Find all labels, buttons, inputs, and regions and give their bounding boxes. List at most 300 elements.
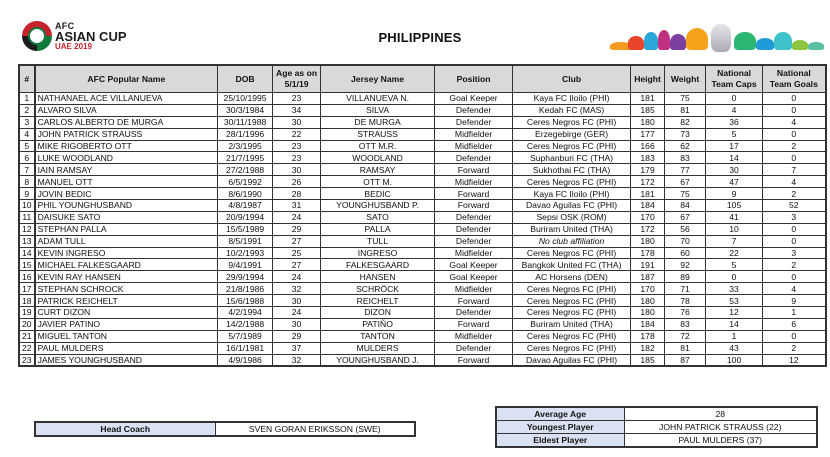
- player-caps: 9: [706, 188, 763, 200]
- player-name: MICHAEL FALKESGAARD: [35, 259, 218, 271]
- player-number: 16: [19, 271, 35, 283]
- player-caps: 5: [706, 128, 763, 140]
- player-number: 9: [19, 188, 35, 200]
- stat-value: 28: [624, 407, 817, 421]
- player-club: Buriram United (THA): [513, 318, 631, 330]
- player-number: 19: [19, 307, 35, 319]
- player-number: 11: [19, 211, 35, 223]
- player-age: 29: [273, 223, 321, 235]
- player-position: Forward: [435, 188, 513, 200]
- player-club: Sepsi OSK (ROM): [513, 211, 631, 223]
- player-age: 23: [273, 140, 321, 152]
- player-caps: 14: [706, 152, 763, 164]
- player-number: 1: [19, 93, 35, 105]
- player-age: 25: [273, 247, 321, 259]
- player-dob: 25/10/1995: [218, 93, 273, 105]
- player-jersey-name: BEDIC: [321, 188, 435, 200]
- player-age: 23: [273, 93, 321, 105]
- player-weight: 78: [665, 295, 706, 307]
- player-jersey-name: WOODLAND: [321, 152, 435, 164]
- table-row: [19, 116, 826, 128]
- table-row: [19, 318, 826, 330]
- player-age: 22: [273, 128, 321, 140]
- player-name: PATRICK REICHELT: [35, 295, 218, 307]
- player-caps: 33: [706, 283, 763, 295]
- player-club: Ceres Negros FC (PHI): [513, 176, 631, 188]
- head-coach-value: SVEN GORAN ERIKSSON (SWE): [215, 422, 415, 436]
- player-age: 27: [273, 259, 321, 271]
- table-row: [19, 330, 826, 342]
- player-goals: 7: [763, 164, 826, 176]
- table-row: [19, 342, 826, 354]
- stat-value: JOHN PATRICK STRAUSS (22): [624, 421, 817, 434]
- player-jersey-name: OTT M.: [321, 176, 435, 188]
- player-name: JOHN PATRICK STRAUSS: [35, 128, 218, 140]
- player-caps: 105: [706, 200, 763, 212]
- player-dob: 6/5/1992: [218, 176, 273, 188]
- player-caps: 30: [706, 164, 763, 176]
- player-number: 4: [19, 128, 35, 140]
- player-goals: 4: [763, 176, 826, 188]
- player-weight: 67: [665, 211, 706, 223]
- player-club: Ceres Negros FC (PHI): [513, 330, 631, 342]
- player-position: Defender: [435, 223, 513, 235]
- player-caps: 41: [706, 211, 763, 223]
- player-caps: 5: [706, 259, 763, 271]
- player-weight: 84: [665, 200, 706, 212]
- player-number: 18: [19, 295, 35, 307]
- player-jersey-name: PATIÑO: [321, 318, 435, 330]
- player-goals: 2: [763, 259, 826, 271]
- player-goals: 0: [763, 271, 826, 283]
- col-header-caps: National Team Caps: [706, 65, 763, 93]
- player-jersey-name: HANSEN: [321, 271, 435, 283]
- player-club: Kaya FC Iloilo (PHI): [513, 188, 631, 200]
- player-name: JAVIER PATINO: [35, 318, 218, 330]
- player-goals: 2: [763, 188, 826, 200]
- player-club: Buriram United (THA): [513, 223, 631, 235]
- player-dob: 16/1/1981: [218, 342, 273, 354]
- player-name: KEVIN RAY HANSEN: [35, 271, 218, 283]
- player-jersey-name: YOUNGHUSBAND P.: [321, 200, 435, 212]
- squad-stats-table: [495, 406, 818, 448]
- player-age: 24: [273, 271, 321, 283]
- player-name: DAISUKE SATO: [35, 211, 218, 223]
- table-row: [19, 176, 826, 188]
- player-name: JOVIN BEDIC: [35, 188, 218, 200]
- player-height: 178: [631, 247, 665, 259]
- player-position: Defender: [435, 116, 513, 128]
- head-coach-table: [34, 421, 416, 437]
- player-caps: 47: [706, 176, 763, 188]
- table-row: [19, 295, 826, 307]
- player-name: LUKE WOODLAND: [35, 152, 218, 164]
- player-age: 31: [273, 200, 321, 212]
- col-header-weight: Weight: [665, 65, 706, 93]
- player-club: Kaya FC Iloilo (PHI): [513, 93, 631, 105]
- player-position: Goal Keeper: [435, 271, 513, 283]
- stat-label: Eldest Player: [496, 434, 624, 448]
- player-weight: 83: [665, 152, 706, 164]
- player-position: Defender: [435, 152, 513, 164]
- player-position: Forward: [435, 318, 513, 330]
- player-caps: 100: [706, 354, 763, 366]
- player-weight: 87: [665, 354, 706, 366]
- player-caps: 17: [706, 140, 763, 152]
- player-jersey-name: INGRESO: [321, 247, 435, 259]
- player-dob: 4/2/1994: [218, 307, 273, 319]
- player-name: NATHANAEL ACE VILLANUEVA: [35, 93, 218, 105]
- player-height: 172: [631, 223, 665, 235]
- player-club: Bangkok United FC (THA): [513, 259, 631, 271]
- player-jersey-name: PALLA: [321, 223, 435, 235]
- player-weight: 81: [665, 104, 706, 116]
- player-club: Kedah FC (MAS): [513, 104, 631, 116]
- player-goals: 1: [763, 307, 826, 319]
- player-position: Defender: [435, 235, 513, 247]
- logo-line2: ASIAN CUP: [55, 29, 127, 44]
- player-height: 181: [631, 93, 665, 105]
- player-age: 27: [273, 235, 321, 247]
- player-position: Forward: [435, 295, 513, 307]
- player-jersey-name: TANTON: [321, 330, 435, 342]
- player-goals: 3: [763, 211, 826, 223]
- table-row: [19, 200, 826, 212]
- player-position: Forward: [435, 200, 513, 212]
- player-position: Forward: [435, 164, 513, 176]
- player-dob: 15/6/1988: [218, 295, 273, 307]
- table-row: [19, 104, 826, 116]
- player-jersey-name: SILVA: [321, 104, 435, 116]
- player-caps: 43: [706, 342, 763, 354]
- player-club: Ceres Negros FC (PHI): [513, 283, 631, 295]
- player-position: Midfielder: [435, 330, 513, 342]
- player-dob: 8/5/1991: [218, 235, 273, 247]
- player-dob: 10/2/1993: [218, 247, 273, 259]
- player-weight: 71: [665, 283, 706, 295]
- table-row: [19, 271, 826, 283]
- player-weight: 89: [665, 271, 706, 283]
- stat-label: Youngest Player: [496, 421, 624, 434]
- player-height: 179: [631, 164, 665, 176]
- player-name: IAIN RAMSAY: [35, 164, 218, 176]
- player-age: 30: [273, 164, 321, 176]
- player-goals: 0: [763, 93, 826, 105]
- player-jersey-name: REICHELT: [321, 295, 435, 307]
- table-row: [19, 128, 826, 140]
- col-header-number: #: [19, 65, 35, 93]
- head-coach-row: [35, 422, 415, 436]
- player-goals: 2: [763, 140, 826, 152]
- stat-row-average-age: [496, 407, 817, 421]
- player-number: 6: [19, 152, 35, 164]
- table-row: [19, 188, 826, 200]
- player-goals: 6: [763, 318, 826, 330]
- player-caps: 36: [706, 116, 763, 128]
- stat-row-youngest: [496, 421, 817, 434]
- player-club: Ceres Negros FC (PHI): [513, 116, 631, 128]
- player-height: 182: [631, 342, 665, 354]
- player-number: 13: [19, 235, 35, 247]
- player-name: STEPHAN SCHROCK: [35, 283, 218, 295]
- player-number: 10: [19, 200, 35, 212]
- player-caps: 4: [706, 104, 763, 116]
- player-goals: 4: [763, 283, 826, 295]
- player-dob: 15/5/1989: [218, 223, 273, 235]
- player-jersey-name: DE MURGA: [321, 116, 435, 128]
- squad-table: [18, 64, 827, 367]
- player-goals: 2: [763, 342, 826, 354]
- player-jersey-name: FALKESGAARD: [321, 259, 435, 271]
- player-age: 37: [273, 342, 321, 354]
- player-name: ADAM TULL: [35, 235, 218, 247]
- tournament-banner-icon: [610, 22, 825, 56]
- player-weight: 72: [665, 330, 706, 342]
- player-height: 180: [631, 307, 665, 319]
- player-number: 23: [19, 354, 35, 366]
- player-age: 30: [273, 116, 321, 128]
- logo-line1: AFC: [55, 21, 75, 31]
- player-number: 5: [19, 140, 35, 152]
- player-club: Ceres Negros FC (PHI): [513, 342, 631, 354]
- head-coach-label: Head Coach: [35, 422, 215, 436]
- player-jersey-name: VILLANUEVA N.: [321, 93, 435, 105]
- table-row: [19, 93, 826, 105]
- player-weight: 60: [665, 247, 706, 259]
- player-dob: 4/9/1986: [218, 354, 273, 366]
- player-goals: 0: [763, 223, 826, 235]
- player-club: Davao Aguilas FC (PHI): [513, 354, 631, 366]
- player-weight: 73: [665, 128, 706, 140]
- player-weight: 67: [665, 176, 706, 188]
- player-club: Suphanburi FC (THA): [513, 152, 631, 164]
- table-row: [19, 283, 826, 295]
- player-name: ALVARO SILVA: [35, 104, 218, 116]
- player-jersey-name: TULL: [321, 235, 435, 247]
- player-position: Defender: [435, 211, 513, 223]
- player-name: PHIL YOUNGHUSBAND: [35, 200, 218, 212]
- player-weight: 56: [665, 223, 706, 235]
- player-dob: 30/11/1988: [218, 116, 273, 128]
- player-name: STEPHAN PALLA: [35, 223, 218, 235]
- player-weight: 75: [665, 93, 706, 105]
- player-dob: 30/3/1984: [218, 104, 273, 116]
- player-caps: 0: [706, 271, 763, 283]
- player-height: 184: [631, 318, 665, 330]
- col-header-club: Club: [513, 65, 631, 93]
- player-club: Ceres Negros FC (PHI): [513, 140, 631, 152]
- player-dob: 29/9/1994: [218, 271, 273, 283]
- player-name: PAUL MULDERS: [35, 342, 218, 354]
- stat-value: PAUL MULDERS (37): [624, 434, 817, 448]
- player-jersey-name: MULDERS: [321, 342, 435, 354]
- player-club: Ceres Negros FC (PHI): [513, 307, 631, 319]
- player-goals: 12: [763, 354, 826, 366]
- player-height: 166: [631, 140, 665, 152]
- player-goals: 0: [763, 104, 826, 116]
- table-row: [19, 307, 826, 319]
- stat-row-eldest: [496, 434, 817, 448]
- player-height: 181: [631, 188, 665, 200]
- player-dob: 21/8/1986: [218, 283, 273, 295]
- player-age: 23: [273, 152, 321, 164]
- player-goals: 9: [763, 295, 826, 307]
- player-age: 32: [273, 283, 321, 295]
- player-club: Erzegebirge (GER): [513, 128, 631, 140]
- player-dob: 20/9/1994: [218, 211, 273, 223]
- player-weight: 83: [665, 318, 706, 330]
- player-position: Midfielder: [435, 140, 513, 152]
- player-dob: 8/6/1990: [218, 188, 273, 200]
- player-number: 22: [19, 342, 35, 354]
- player-weight: 81: [665, 342, 706, 354]
- player-caps: 1: [706, 330, 763, 342]
- player-height: 185: [631, 104, 665, 116]
- player-height: 187: [631, 271, 665, 283]
- player-height: 172: [631, 176, 665, 188]
- player-jersey-name: SATO: [321, 211, 435, 223]
- player-number: 15: [19, 259, 35, 271]
- table-row: [19, 223, 826, 235]
- player-age: 30: [273, 318, 321, 330]
- player-position: Midfielder: [435, 283, 513, 295]
- player-age: 29: [273, 330, 321, 342]
- player-caps: 12: [706, 307, 763, 319]
- player-age: 34: [273, 104, 321, 116]
- player-position: Defender: [435, 342, 513, 354]
- player-age: 26: [273, 176, 321, 188]
- player-name: KEVIN INGRESO: [35, 247, 218, 259]
- table-row: [19, 140, 826, 152]
- player-age: 30: [273, 295, 321, 307]
- player-caps: 14: [706, 318, 763, 330]
- col-header-goals: National Team Goals: [763, 65, 826, 93]
- player-caps: 10: [706, 223, 763, 235]
- afc-emblem-icon: [22, 21, 52, 51]
- player-caps: 53: [706, 295, 763, 307]
- player-name: MANUEL OTT: [35, 176, 218, 188]
- player-height: 184: [631, 200, 665, 212]
- player-club: Davao Aguilas FC (PHI): [513, 200, 631, 212]
- player-position: Goal Keeper: [435, 259, 513, 271]
- player-weight: 82: [665, 116, 706, 128]
- player-position: Defender: [435, 104, 513, 116]
- page-title: PHILIPPINES: [378, 30, 462, 45]
- player-jersey-name: RAMSAY: [321, 164, 435, 176]
- player-dob: 27/2/1988: [218, 164, 273, 176]
- trophy-icon: [711, 24, 731, 52]
- player-name: MIGUEL TANTON: [35, 330, 218, 342]
- player-goals: 3: [763, 247, 826, 259]
- table-row: [19, 247, 826, 259]
- player-club: No club affiliation: [513, 235, 631, 247]
- player-number: 8: [19, 176, 35, 188]
- player-position: Midfielder: [435, 128, 513, 140]
- player-age: 28: [273, 188, 321, 200]
- player-height: 170: [631, 211, 665, 223]
- afc-asian-cup-logo: [22, 21, 127, 55]
- player-name: CARLOS ALBERTO DE MURGA: [35, 116, 218, 128]
- table-header-row: [19, 65, 826, 93]
- player-caps: 22: [706, 247, 763, 259]
- player-goals: 0: [763, 152, 826, 164]
- player-position: Midfielder: [435, 176, 513, 188]
- player-weight: 92: [665, 259, 706, 271]
- player-dob: 2/3/1995: [218, 140, 273, 152]
- player-dob: 14/2/1988: [218, 318, 273, 330]
- col-header-jersey: Jersey Name: [321, 65, 435, 93]
- player-number: 14: [19, 247, 35, 259]
- table-row: [19, 164, 826, 176]
- player-weight: 76: [665, 307, 706, 319]
- table-row: [19, 235, 826, 247]
- table-row: [19, 211, 826, 223]
- player-name: JAMES YOUNGHUSBAND: [35, 354, 218, 366]
- col-header-position: Position: [435, 65, 513, 93]
- player-number: 12: [19, 223, 35, 235]
- col-header-height: Height: [631, 65, 665, 93]
- player-goals: 4: [763, 116, 826, 128]
- player-weight: 77: [665, 164, 706, 176]
- col-header-dob: DOB: [218, 65, 273, 93]
- player-jersey-name: YOUNGHUSBAND J.: [321, 354, 435, 366]
- player-age: 32: [273, 354, 321, 366]
- player-club: Ceres Negros FC (PHI): [513, 295, 631, 307]
- player-club: AC Horsens (DEN): [513, 271, 631, 283]
- player-height: 180: [631, 235, 665, 247]
- player-club: Ceres Negros FC (PHI): [513, 247, 631, 259]
- player-club: Sukhothai FC (THA): [513, 164, 631, 176]
- player-position: Defender: [435, 307, 513, 319]
- player-name: MIKE RIGOBERTO OTT: [35, 140, 218, 152]
- player-number: 3: [19, 116, 35, 128]
- player-goals: 0: [763, 128, 826, 140]
- player-number: 2: [19, 104, 35, 116]
- player-dob: 28/1/1996: [218, 128, 273, 140]
- player-weight: 62: [665, 140, 706, 152]
- player-dob: 21/7/1995: [218, 152, 273, 164]
- player-height: 191: [631, 259, 665, 271]
- player-number: 21: [19, 330, 35, 342]
- player-number: 7: [19, 164, 35, 176]
- player-age: 24: [273, 307, 321, 319]
- player-goals: 0: [763, 330, 826, 342]
- player-name: CURT DIZON: [35, 307, 218, 319]
- player-height: 170: [631, 283, 665, 295]
- player-dob: 9/4/1991: [218, 259, 273, 271]
- player-caps: 7: [706, 235, 763, 247]
- player-goals: 52: [763, 200, 826, 212]
- player-number: 17: [19, 283, 35, 295]
- stat-label: Average Age: [496, 407, 624, 421]
- player-jersey-name: STRAUSS: [321, 128, 435, 140]
- player-jersey-name: OTT M.R.: [321, 140, 435, 152]
- player-height: 177: [631, 128, 665, 140]
- table-row: [19, 152, 826, 164]
- col-header-name: AFC Popular Name: [35, 65, 218, 93]
- table-row: [19, 354, 826, 366]
- player-height: 183: [631, 152, 665, 164]
- player-position: Midfielder: [435, 247, 513, 259]
- player-caps: 0: [706, 93, 763, 105]
- player-jersey-name: DIZON: [321, 307, 435, 319]
- player-height: 178: [631, 330, 665, 342]
- player-age: 24: [273, 211, 321, 223]
- player-weight: 75: [665, 188, 706, 200]
- player-position: Goal Keeper: [435, 93, 513, 105]
- player-height: 185: [631, 354, 665, 366]
- player-height: 180: [631, 116, 665, 128]
